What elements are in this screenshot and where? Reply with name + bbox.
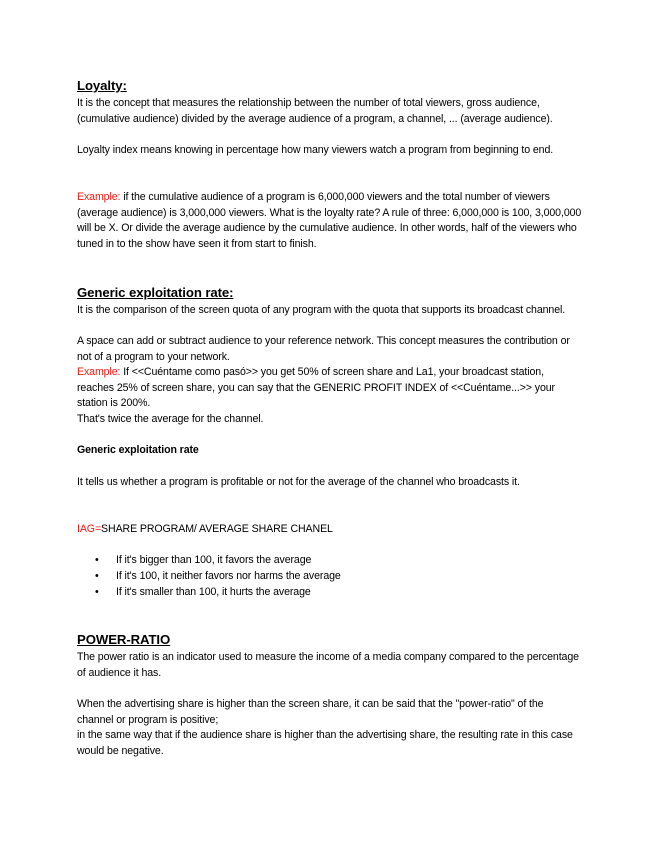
loyalty-example bbox=[77, 190, 582, 252]
iag-text: SHARE PROGRAM/ AVERAGE SHARE CHANEL bbox=[101, 523, 333, 535]
loyalty-definition: It is the concept that measures the relationship between the number of total viewers, gross audience, (cumulative audience) divided by the average audience of a program, a channel, ... (average audience). bbox=[77, 97, 553, 125]
example-label: Example: bbox=[77, 366, 121, 378]
loyalty-index-text: Loyalty index means knowing in percentage how many viewers watch a program from beginning to end. bbox=[77, 144, 554, 156]
power-ratio-heading: POWER-RATIO bbox=[77, 632, 171, 647]
example-text: If <<Cuéntame como pasó>> you get 50% of screen share and La1, your broadcast station, reaches 25% of screen share, you can say that the GENERIC PROFIT INDEX of <<Cuéntame...>> your station is 200%. bbox=[77, 366, 555, 410]
iag-label: IAG= bbox=[77, 523, 102, 535]
iag-bullet-list bbox=[95, 553, 341, 601]
generic-definition: It is the comparison of the screen quota of any program with the quota that supports its broadcast channel. bbox=[77, 304, 566, 316]
loyalty-heading: Loyalty: bbox=[77, 78, 127, 93]
power-ratio-definition: The power ratio is an indicator used to measure the income of a media company compared to the percentage of audience it has. bbox=[77, 651, 579, 679]
power-ratio-negative-text: in the same way that if the audience share is higher than the advertising share, the resulting rate in this case would be negative. bbox=[77, 729, 573, 757]
list-item: • If it's 100, it neither favors nor harms the average bbox=[95, 569, 341, 585]
iag-formula bbox=[77, 522, 582, 538]
generic-profitability-text: It tells us whether a program is profitable or not for the average of the channel who broadcasts it. bbox=[77, 476, 520, 488]
list-item: • If it's bigger than 100, it favors the average bbox=[95, 553, 341, 569]
generic-heading: Generic exploitation rate: bbox=[77, 285, 234, 300]
generic-subheading: Generic exploitation rate bbox=[77, 444, 199, 456]
generic-example bbox=[77, 365, 582, 412]
generic-space-text: A space can add or subtract audience to your reference network. This concept measures the contribution or not of a program to your network. bbox=[77, 335, 570, 363]
power-ratio-positive-text: When the advertising share is higher than the screen share, it can be said that the "power-ratio" of the channel or program is positive; bbox=[77, 698, 544, 726]
example-label: Example: bbox=[77, 191, 121, 203]
generic-twice-text: That's twice the average for the channel. bbox=[77, 413, 264, 425]
example-text: if the cumulative audience of a program is 6,000,000 viewers and the total number of viewers (average audience) is 3,000,000 viewers. What is the loyalty rate? A rule of three: 6,000,000 is 100, 3,000,000 will be X. Or divide the average audience by the cumulative audience. In other words, half of the viewers who tuned in to the show have seen it from start to finish. bbox=[77, 191, 582, 250]
list-item: • If it's smaller than 100, it hurts the average bbox=[95, 585, 341, 601]
